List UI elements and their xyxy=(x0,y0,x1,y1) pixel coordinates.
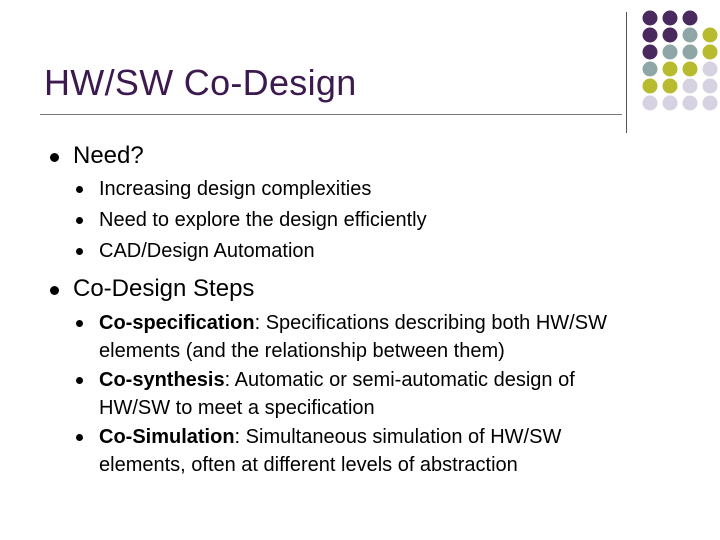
decorative-dot xyxy=(663,11,678,26)
slide-title: HW/SW Co-Design xyxy=(44,62,357,103)
term-co-specification: Co-specification xyxy=(99,312,255,334)
decorative-dot xyxy=(683,45,698,60)
decorative-dot xyxy=(643,28,658,43)
decorative-dot xyxy=(703,28,718,43)
decorative-dot xyxy=(703,96,718,111)
decorative-dot xyxy=(683,28,698,43)
decorative-dot xyxy=(663,45,678,60)
decorative-dot xyxy=(663,62,678,77)
decorative-dot xyxy=(643,79,658,94)
vertical-divider xyxy=(626,12,627,133)
sub-bullet-dot xyxy=(76,434,83,441)
sub-bullet-dot xyxy=(76,217,83,224)
sub-bullet-item: Increasing design complexities xyxy=(99,178,372,200)
decorative-dot xyxy=(703,79,718,94)
desc-co-simulation: : Simultaneous simulation of HW/SW elements, often at different levels of abstraction xyxy=(99,426,562,476)
decorative-dot xyxy=(643,62,658,77)
term-co-simulation: Co-Simulation xyxy=(99,426,235,448)
sub-bullet-dot xyxy=(76,186,83,193)
sub-bullet-dot xyxy=(76,320,83,327)
bullet-co-design-steps: Co-Design Steps xyxy=(73,275,255,302)
desc-co-synthesis: : Automatic or semi-automatic design of HW/SW to meet a specification xyxy=(99,369,575,419)
decorative-dot xyxy=(683,96,698,111)
decorative-dot xyxy=(703,62,718,77)
bullet-dot xyxy=(50,153,59,162)
decorative-dot xyxy=(683,11,698,26)
decorative-dot xyxy=(703,45,718,60)
decorative-dot xyxy=(643,96,658,111)
decorative-dot xyxy=(663,79,678,94)
sub-bullet-co-synthesis xyxy=(99,366,639,422)
sub-bullet-item: Need to explore the design efficiently xyxy=(99,209,427,231)
bullet-need: Need? xyxy=(73,142,144,169)
term-co-synthesis: Co-synthesis xyxy=(99,369,225,391)
sub-bullet-dot xyxy=(76,248,83,255)
sub-bullet-dot xyxy=(76,377,83,384)
sub-bullet-item: CAD/Design Automation xyxy=(99,240,315,262)
bullet-dot xyxy=(50,286,59,295)
sub-bullet-co-specification xyxy=(99,309,669,365)
decorative-dot xyxy=(643,11,658,26)
title-underline xyxy=(40,114,622,115)
decorative-dot xyxy=(663,28,678,43)
decorative-dot xyxy=(683,79,698,94)
decorative-dot xyxy=(663,96,678,111)
decorative-dot xyxy=(643,45,658,60)
desc-co-specification: : Specifications describing both HW/SW elements (and the relationship between them) xyxy=(99,312,607,362)
decorative-dot xyxy=(683,62,698,77)
sub-bullet-co-simulation xyxy=(99,423,639,479)
